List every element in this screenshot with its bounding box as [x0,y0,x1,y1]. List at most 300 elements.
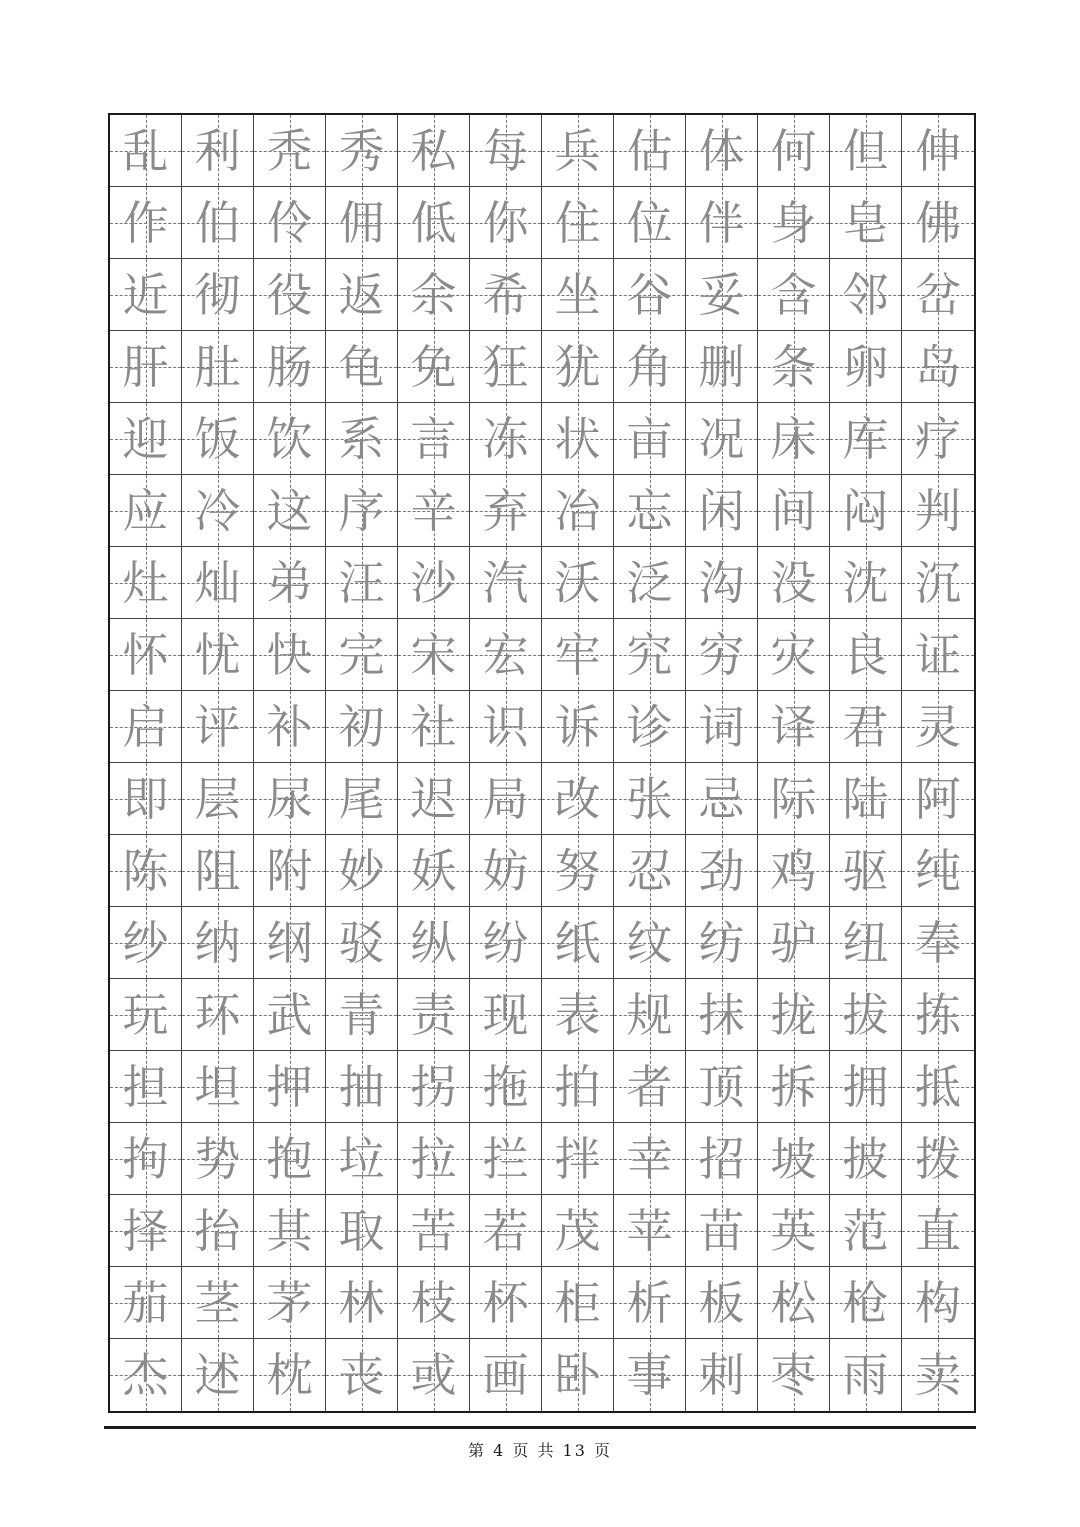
grid-cell [254,979,326,1051]
grid-cell [398,979,470,1051]
grid-cell [470,763,542,835]
grid-cell [470,475,542,547]
practice-character: 邻 [842,267,889,322]
practice-character: 坦 [194,1059,241,1114]
grid-cell [398,403,470,475]
grid-cell [830,979,902,1051]
grid-cell [254,1339,326,1411]
grid-cell [614,403,686,475]
practice-character: 拨 [915,1131,961,1186]
practice-character: 拆 [770,1059,817,1114]
grid-cell [398,547,470,619]
practice-character: 拐 [410,1059,457,1114]
practice-character: 抽 [338,1059,385,1114]
grid-cell [182,403,254,475]
grid-cell [182,331,254,403]
practice-character: 岛 [915,339,961,394]
practice-character: 事 [626,1348,673,1402]
practice-character: 汪 [338,555,385,610]
grid-cell [614,619,686,691]
practice-character: 或 [410,1348,457,1402]
grid-cell [902,115,974,187]
grid-cell [398,1267,470,1339]
practice-character: 忍 [626,843,673,898]
grid-cell [542,763,614,835]
practice-character: 谷 [626,267,673,322]
practice-character: 应 [122,483,169,538]
practice-character: 努 [554,843,601,898]
grid-cell [398,1195,470,1267]
grid-cell [110,475,182,547]
grid-cell [110,907,182,979]
practice-character: 作 [122,195,169,250]
practice-sheet [108,113,976,1413]
practice-character: 构 [915,1275,961,1330]
practice-character: 每 [482,123,529,178]
practice-character: 坡 [770,1131,817,1186]
practice-character: 层 [194,771,241,826]
practice-character: 免 [410,339,457,394]
grid-cell [398,259,470,331]
grid-cell [398,1339,470,1411]
grid-cell [398,691,470,763]
grid-cell [686,475,758,547]
practice-character: 直 [915,1203,961,1258]
grid-cell [470,1339,542,1411]
grid-cell [326,259,398,331]
practice-character: 抬 [194,1203,241,1258]
grid-cell [326,1051,398,1123]
practice-character: 冷 [194,483,241,538]
grid-cell [110,763,182,835]
grid-cell [686,907,758,979]
practice-character: 牢 [554,627,601,682]
practice-character: 库 [842,411,889,466]
practice-character: 余 [410,267,457,322]
practice-character: 苦 [410,1203,457,1258]
grid-cell [830,115,902,187]
practice-character: 肠 [266,339,313,394]
practice-character: 究 [626,627,673,682]
grid-cell [830,1051,902,1123]
grid-cell [686,763,758,835]
practice-character: 丧 [338,1348,385,1402]
grid-cell [326,475,398,547]
practice-character: 纵 [410,915,457,970]
grid-cell [470,907,542,979]
practice-character: 补 [266,699,313,754]
practice-character: 陈 [122,843,169,898]
practice-character: 兵 [554,123,601,178]
practice-character: 词 [698,699,745,754]
practice-character: 良 [842,627,889,682]
grid-cell [110,619,182,691]
practice-character: 沃 [554,555,601,610]
practice-character: 删 [698,339,745,394]
practice-character: 杯 [482,1275,529,1330]
grid-cell [614,1051,686,1123]
grid-cell [686,115,758,187]
grid-cell [254,187,326,259]
practice-character: 抹 [698,987,745,1042]
grid-cell [758,1267,830,1339]
practice-character: 犹 [554,339,601,394]
practice-character: 杰 [122,1348,169,1402]
grid-cell [686,835,758,907]
grid-cell [110,979,182,1051]
practice-character: 闲 [698,483,745,538]
grid-cell [542,115,614,187]
grid-cell [326,403,398,475]
practice-character: 穷 [698,627,745,682]
grid-cell [470,1051,542,1123]
practice-character: 抱 [266,1131,313,1186]
grid-cell [758,619,830,691]
grid-cell [182,1051,254,1123]
practice-character: 苹 [626,1203,673,1258]
grid-cell [470,619,542,691]
grid-cell [542,403,614,475]
practice-character: 灵 [915,699,961,754]
practice-character: 表 [554,987,601,1042]
practice-character: 纷 [482,915,529,970]
grid-cell [542,187,614,259]
grid-cell [902,1267,974,1339]
grid-cell [542,835,614,907]
grid-cell [614,187,686,259]
grid-cell [758,979,830,1051]
grid-cell [902,1195,974,1267]
practice-character: 冶 [554,483,601,538]
practice-character: 识 [482,699,529,754]
practice-character: 纺 [698,915,745,970]
grid-cell [830,1267,902,1339]
practice-character: 君 [842,699,889,754]
practice-character: 忧 [194,627,241,682]
practice-character: 柜 [554,1275,601,1330]
practice-character: 估 [626,123,673,178]
grid-cell [470,979,542,1051]
practice-character: 阿 [915,771,961,826]
grid-cell [758,115,830,187]
practice-character: 汽 [482,555,529,610]
grid-cell [182,979,254,1051]
practice-character: 乱 [122,123,169,178]
practice-character: 含 [770,267,817,322]
practice-character: 妖 [410,843,457,898]
grid-cell [614,331,686,403]
grid-cell [326,691,398,763]
grid-cell [110,187,182,259]
footer-rule [104,1426,976,1429]
practice-character: 茂 [554,1203,601,1258]
practice-character: 证 [915,627,961,682]
grid-cell [398,187,470,259]
practice-character: 押 [266,1059,313,1114]
grid-cell [470,259,542,331]
practice-character: 尿 [266,771,313,826]
grid-cell [254,547,326,619]
grid-cell [182,835,254,907]
grid-cell [110,259,182,331]
grid-cell [254,1123,326,1195]
practice-character: 弃 [482,483,529,538]
grid-cell [614,259,686,331]
practice-character: 秀 [338,123,385,178]
practice-character: 沈 [842,555,889,610]
grid-cell [686,259,758,331]
grid-cell [902,1123,974,1195]
practice-character: 况 [698,411,745,466]
practice-character: 卧 [554,1348,601,1402]
practice-character: 担 [122,1059,169,1114]
grid-cell [758,1051,830,1123]
grid-cell [398,907,470,979]
grid-cell [830,187,902,259]
grid-cell [614,547,686,619]
grid-cell [398,1051,470,1123]
grid-cell [686,1195,758,1267]
practice-character: 尾 [338,771,385,826]
grid-cell [830,1123,902,1195]
grid-cell [182,259,254,331]
practice-character: 择 [122,1203,169,1258]
grid-cell [470,403,542,475]
practice-character: 责 [410,987,457,1042]
grid-cell [758,403,830,475]
grid-cell [254,475,326,547]
grid-cell [470,1195,542,1267]
grid-cell [758,259,830,331]
practice-character: 板 [698,1275,745,1330]
practice-character: 饭 [194,411,241,466]
grid-cell [326,979,398,1051]
grid-cell [398,619,470,691]
grid-cell [902,691,974,763]
grid-cell [110,1339,182,1411]
practice-character: 状 [554,411,601,466]
grid-cell [758,331,830,403]
grid-cell [542,691,614,763]
grid-cell [110,1267,182,1339]
practice-character: 身 [770,195,817,250]
grid-cell [542,547,614,619]
practice-character: 床 [770,411,817,466]
grid-cell [830,691,902,763]
practice-character: 拉 [410,1131,457,1186]
practice-character: 伯 [194,195,241,250]
grid-cell [326,1339,398,1411]
grid-cell [758,1339,830,1411]
grid-cell [110,331,182,403]
practice-character: 枕 [266,1348,313,1402]
grid-cell [182,1195,254,1267]
grid-cell [614,1195,686,1267]
practice-character: 启 [122,699,169,754]
practice-character: 判 [915,483,961,538]
grid-cell [758,547,830,619]
practice-character: 怀 [122,627,169,682]
grid-cell [110,403,182,475]
grid-cell [254,331,326,403]
practice-character: 局 [482,771,529,826]
grid-cell [326,115,398,187]
practice-character: 幸 [626,1131,673,1186]
practice-character: 其 [266,1203,313,1258]
grid-cell [686,1267,758,1339]
grid-cell [398,331,470,403]
grid-cell [326,547,398,619]
practice-character: 岔 [915,267,961,322]
practice-character: 诉 [554,699,601,754]
grid-cell [902,1339,974,1411]
practice-character: 招 [698,1131,745,1186]
practice-character: 低 [410,195,457,250]
grid-cell [686,619,758,691]
practice-character: 忌 [698,771,745,826]
grid-cell [326,1195,398,1267]
practice-character: 完 [338,627,385,682]
grid-cell [830,907,902,979]
grid-cell [182,619,254,691]
practice-character: 青 [338,987,385,1042]
practice-character: 但 [842,123,889,178]
grid-cell [542,1195,614,1267]
grid-cell [254,907,326,979]
practice-character: 若 [482,1203,529,1258]
practice-character: 苗 [698,1203,745,1258]
practice-character: 佣 [338,195,385,250]
grid-cell [182,187,254,259]
practice-character: 辛 [410,483,457,538]
practice-character: 冻 [482,411,529,466]
practice-character: 阻 [194,843,241,898]
grid-cell [758,1123,830,1195]
grid-cell [758,187,830,259]
grid-cell [542,1123,614,1195]
grid-cell [326,331,398,403]
grid-cell [110,547,182,619]
grid-cell [542,331,614,403]
grid-cell [470,835,542,907]
practice-character: 纸 [554,915,601,970]
practice-character: 私 [410,123,457,178]
practice-character: 茅 [266,1275,313,1330]
practice-character: 势 [194,1131,241,1186]
practice-character: 英 [770,1203,817,1258]
grid-cell [182,115,254,187]
practice-character: 现 [482,987,529,1042]
grid-cell [326,1123,398,1195]
practice-character: 张 [626,771,673,826]
grid-cell [686,1123,758,1195]
practice-character: 彻 [194,267,241,322]
grid-cell [830,403,902,475]
practice-character: 枣 [770,1348,817,1402]
grid-cell [902,331,974,403]
practice-character: 佛 [915,195,961,250]
practice-character: 灶 [122,555,169,610]
grid-cell [758,1195,830,1267]
practice-character: 社 [410,699,457,754]
grid-cell [254,763,326,835]
grid-cell [398,1123,470,1195]
practice-character: 卖 [915,1348,961,1402]
practice-character: 疗 [915,411,961,466]
practice-character: 纳 [194,915,241,970]
practice-character: 沟 [698,555,745,610]
grid-cell [902,763,974,835]
practice-character: 拍 [554,1059,601,1114]
grid-cell [254,115,326,187]
practice-character: 伴 [698,195,745,250]
practice-character: 条 [770,339,817,394]
practice-character: 改 [554,771,601,826]
grid-cell [830,475,902,547]
grid-cell [902,619,974,691]
grid-cell [614,691,686,763]
grid-cell [182,1123,254,1195]
practice-character: 妥 [698,267,745,322]
practice-character: 这 [266,483,313,538]
practice-character: 奉 [915,915,961,970]
grid-cell [110,691,182,763]
grid-cell [902,403,974,475]
grid-cell [614,475,686,547]
practice-character: 体 [698,123,745,178]
grid-cell [398,475,470,547]
page-number: 第 4 页 共 13 页 [468,1441,612,1460]
grid-cell [398,835,470,907]
grid-cell [830,1195,902,1267]
grid-cell [830,619,902,691]
grid-cell [398,115,470,187]
grid-cell [182,763,254,835]
practice-character: 雨 [842,1348,889,1402]
practice-character: 皂 [842,195,889,250]
grid-cell [830,547,902,619]
grid-cell [758,835,830,907]
practice-character: 拖 [482,1059,529,1114]
practice-character: 拦 [482,1131,529,1186]
grid-cell [182,907,254,979]
grid-cell [326,835,398,907]
grid-cell [542,1267,614,1339]
practice-character: 评 [194,699,241,754]
practice-character: 鸡 [770,843,817,898]
practice-character: 玩 [122,987,169,1042]
grid-cell [182,475,254,547]
practice-character: 卵 [842,339,889,394]
practice-character: 范 [842,1203,889,1258]
grid-cell [902,547,974,619]
practice-character: 析 [626,1275,673,1330]
practice-character: 你 [482,195,529,250]
practice-character: 林 [338,1275,385,1330]
grid-cell [254,1267,326,1339]
practice-character: 际 [770,771,817,826]
practice-character: 妙 [338,843,385,898]
grid-cell [902,187,974,259]
grid-cell [830,331,902,403]
practice-character: 亩 [626,411,673,466]
practice-character: 松 [770,1275,817,1330]
practice-character: 役 [266,267,313,322]
grid-cell [326,907,398,979]
grid-cell [182,547,254,619]
practice-character: 拔 [842,987,889,1042]
grid-cell [614,1123,686,1195]
